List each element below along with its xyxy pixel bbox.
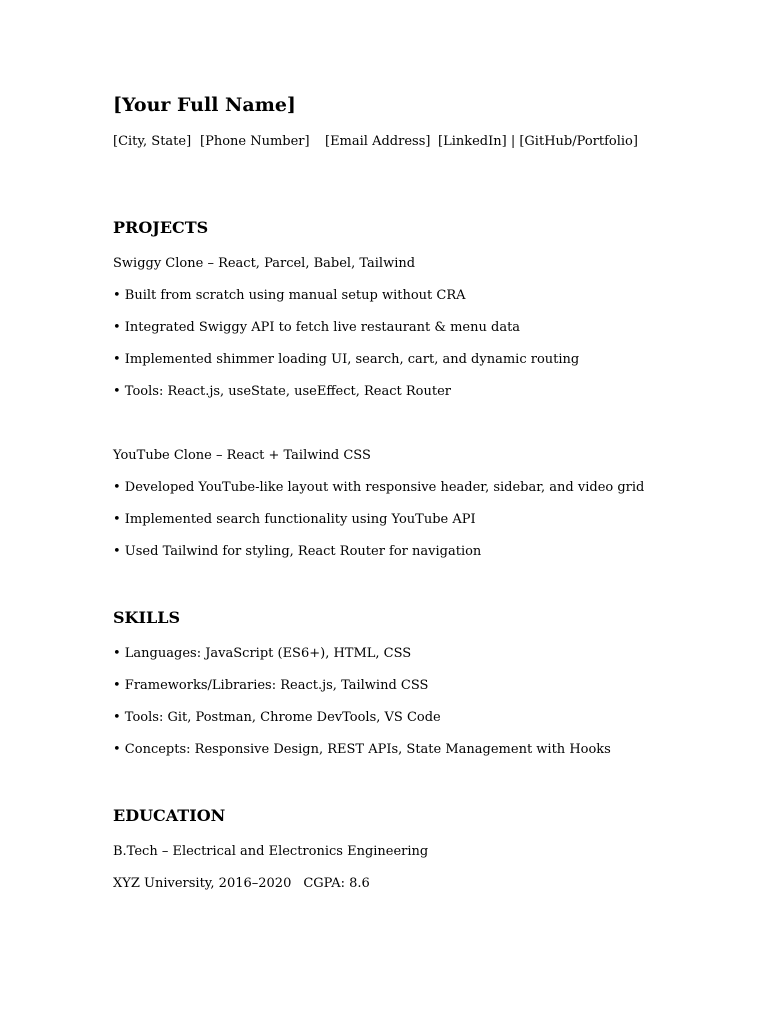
education-university-line xyxy=(113,876,370,891)
project-bullet: • Built from scratch using manual setup without CRA xyxy=(113,288,466,303)
education-cgpa: CGPA: 8.6 xyxy=(303,876,370,891)
contact-city-state: [City, State] xyxy=(113,134,192,149)
education-university: XYZ University, 2016–2020 xyxy=(113,876,292,891)
skill-item: • Languages: JavaScript (ES6+), HTML, CSS xyxy=(113,646,412,661)
project-bullet: • Developed YouTube-like layout with responsive header, sidebar, and video grid xyxy=(113,480,645,495)
project-bullet: • Integrated Swiggy API to fetch live restaurant & menu data xyxy=(113,320,521,335)
contact-phone: [Phone Number] xyxy=(200,134,310,149)
contact-email: [Email Address] xyxy=(325,134,431,149)
contact-line xyxy=(113,134,638,149)
projects-heading: PROJECTS xyxy=(113,218,209,237)
skill-item: • Tools: Git, Postman, Chrome DevTools, VS Code xyxy=(113,710,441,725)
project-bullet: • Implemented shimmer loading UI, search, cart, and dynamic routing xyxy=(113,352,580,367)
project-bullet: • Used Tailwind for styling, React Router for navigation xyxy=(113,544,482,559)
skill-item: • Concepts: Responsive Design, REST APIs, State Management with Hooks xyxy=(113,742,611,757)
project-title-youtube: YouTube Clone – React + Tailwind CSS xyxy=(113,448,371,463)
skills-heading: SKILLS xyxy=(113,608,180,627)
full-name: [Your Full Name] xyxy=(113,94,296,116)
education-degree: B.Tech – Electrical and Electronics Engineering xyxy=(113,844,429,859)
contact-links: [LinkedIn] | [GitHub/Portfolio] xyxy=(438,134,638,149)
project-bullet: • Tools: React.js, useState, useEffect, React Router xyxy=(113,384,452,399)
project-bullet: • Implemented search functionality using YouTube API xyxy=(113,512,476,527)
education-heading: EDUCATION xyxy=(113,806,226,825)
project-title-swiggy: Swiggy Clone – React, Parcel, Babel, Tailwind xyxy=(113,256,416,271)
skill-item: • Frameworks/Libraries: React.js, Tailwind CSS xyxy=(113,678,429,693)
